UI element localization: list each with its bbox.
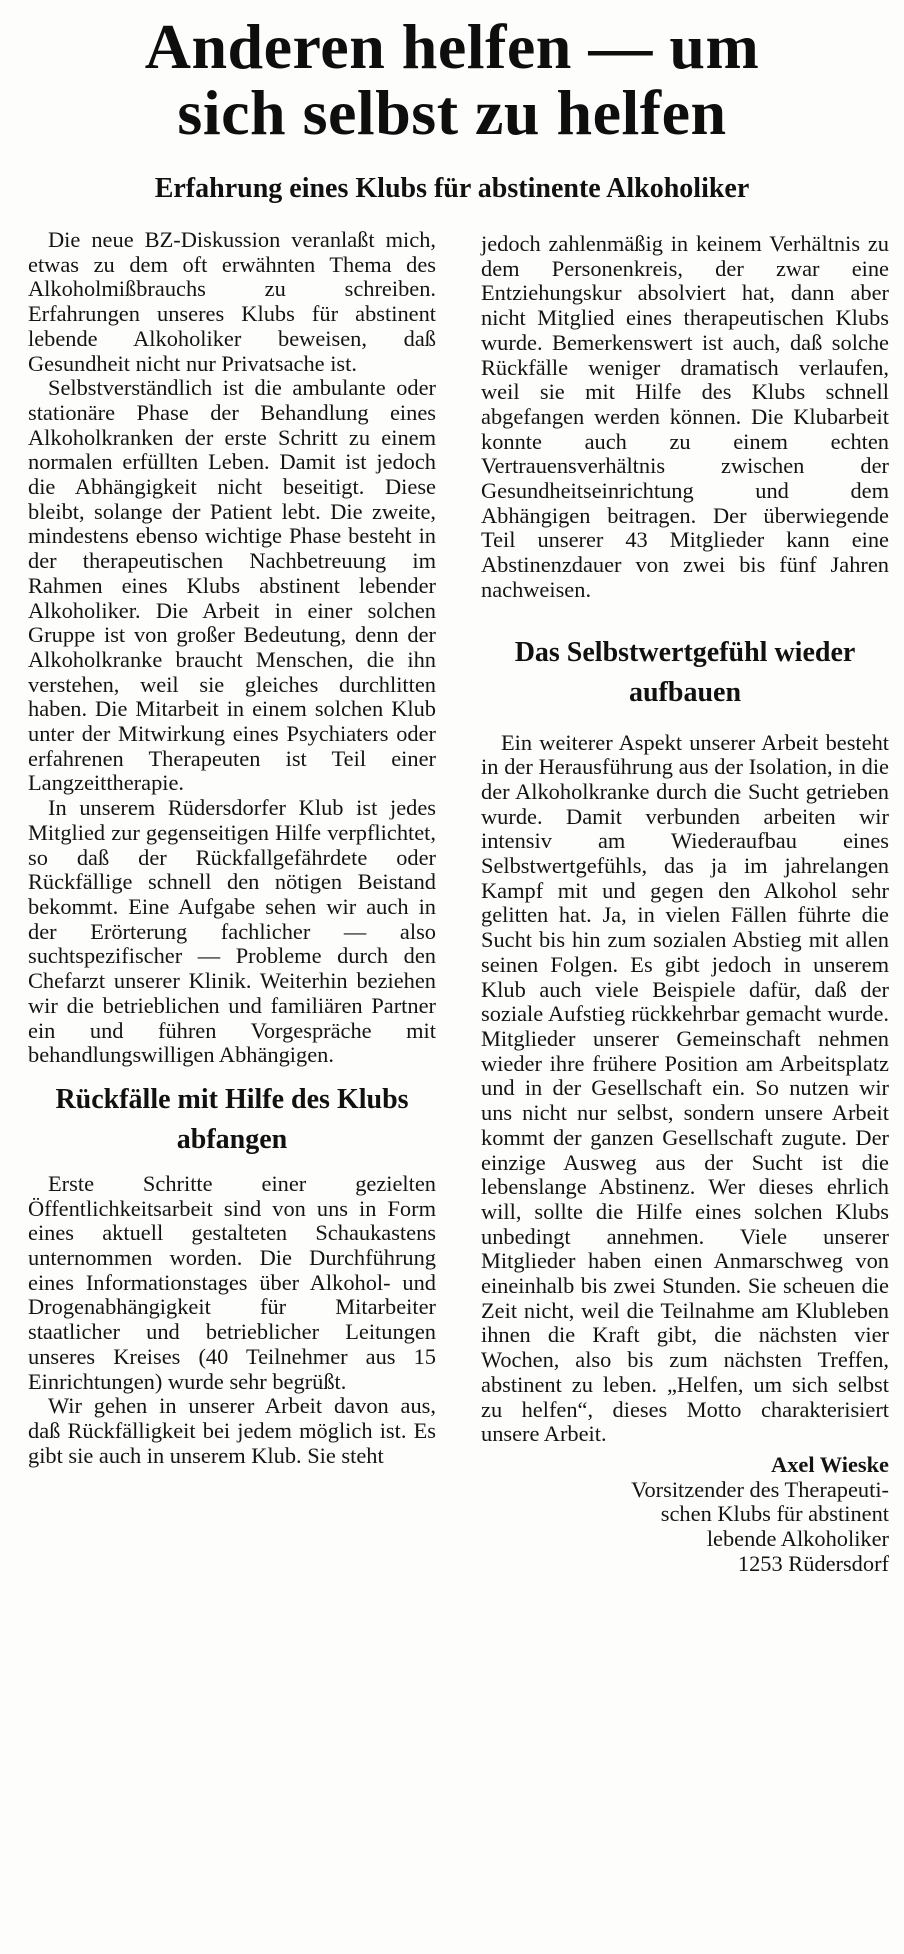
- paragraph-club: In unserem Rüdersdorfer Klub ist jedes Mitglied zur gegenseitigen Hilfe verpflichtet, so daß der Rückfallgefährdete oder Rückfällige schnell den nötigen Beistand bekommt. Eine Aufgabe sehen wir auch in der Erörterung fachlicher — also suchtspezifischer — Probleme durch den Chefarzt unserer Klinik. Weiterhin beziehen wir die betrieblichen und familiären Partner ein und führen Vorgespräche mit behandlungswilligen Abhängigen.: [28, 795, 436, 1068]
- section-heading-selfesteem: Das Selbstwertgefühl wieder aufbauen: [514, 636, 856, 708]
- author-role-line-2: schen Klubs für abstinent: [660, 1501, 889, 1527]
- author-location: 1253 Rüdersdorf: [737, 1550, 889, 1576]
- author-role-line-3: lebende Alkoholiker: [706, 1526, 889, 1552]
- signature-block: [481, 1453, 889, 1577]
- paragraph-isolation: Ein weiterer Aspekt unserer Arbeit besteht in der Herausführung aus der Isolation, in die der Alkoholkranke durch die Sucht getrieben wurde. Damit verbunden arbeiten wir intensiv am Wiederaufbau eines Selbstwertgefühls, das ja im jahrelangen Kampf mit und gegen den Alkohol sehr gelitten hat. Ja, in vielen Fällen führte die Sucht bis hin zum sozialen Abstieg mit allen seinen Folgen. Es gibt jedoch in unserem Klub auch viele Beispiele dafür, daß der soziale Aufstieg rückkehrbar gemacht wurde. Mitglieder unserer Gemeinschaft nehmen wieder ihre frühere Position am Arbeitsplatz und in der Gesellschaft ein. So nutzen wir uns nicht nur selbst, sondern unsere Arbeit kommt der ganzen Gesellschaft zugute. Der einzige Ausweg aus der Sucht ist die lebenslange Abstinenz. Wer dieses ehrlich will, sollte die Hilfe eines solchen Klubs unbedingt annehmen. Viele unserer Mitglieder haben einen Anmarschweg von eineinhalb bis zwei Stunden. Sie scheuen die Zeit nicht, weil die Teilnahme am Klubleben ihnen die Kraft gibt, die nächsten vier Wochen, also bis zum nächsten Treffen, abstinent zu leben. „Helfen, um sich selbst zu helfen“, dieses Motto charakterisiert unsere Arbeit.: [481, 729, 889, 1447]
- right-column: [481, 232, 889, 1576]
- paragraph-continuation: jedoch zahlenmäßig in keinem Verhältnis zu dem Personenkreis, der zwar eine Entziehungskur absolviert hat, dann aber nicht Mitglied eines therapeutischen Klubs wurde. Bemerkenswert ist auch, daß solche Rückfälle weniger dramatisch verlaufen, weil sie mit Hilfe des Klubs schnell abgefangen werden können. Die Klubarbeit konnte auch zu einem echten Vertrauensverhältnis zwischen der Gesundheitseinrichtung und dem Abhängigen beitragen. Der überwiegende Teil unserer 43 Mitglieder kann eine Abstinenzdauer von zwei bis fünf Jahren nachweisen.: [481, 231, 889, 602]
- author-role-line-1: Vorsitzender des Therapeuti-: [631, 1476, 889, 1502]
- section-heading-relapse: Rückfälle mit Hilfe des Klubs abfangen: [55, 1083, 409, 1155]
- paragraph-relapse: Wir gehen in unserer Arbeit davon aus, daß Rückfälligkeit bei jedem möglich ist. Es gibt sie auch in unserem Klub. Sie steht: [28, 1393, 436, 1468]
- left-column: [28, 228, 436, 1468]
- paragraph-intro: Die neue BZ-Diskussion veranlaßt mich, etwas zu dem oft erwähnten Thema des Alkoholmißbrauchs zu schreiben. Erfahrungen unseres Klubs für abstinent lebende Alkoholiker beweisen, daß Gesundheit nicht nur Privatsache ist.: [28, 227, 436, 376]
- author-name: Axel Wieske: [771, 1451, 889, 1477]
- headline: [0, 11, 904, 148]
- headline-line-2: sich selbst zu helfen: [177, 77, 727, 148]
- paragraph-publicity: Erste Schritte einer gezielten Öffentlichkeitsarbeit sind von uns in Form eines aktuell gestalteten Schaukastens unternommen worden. Die Durchführung eines Informationstages über Alkohol- und Drogenabhängigkeit für Mitarbeiter staatlicher und betrieblicher Leitungen unseres Kreises (40 Teilnehmer aus 15 Einrichtungen) wurde sehr begrüßt.: [28, 1170, 436, 1394]
- paragraph-treatment: Selbstverständlich ist die ambulante oder stationäre Phase der Behandlung eines Alkoholkranken der erste Schritt zu einem normalen erfüllten Leben. Damit ist jedoch die Abhängigkeit nicht beseitigt. Diese bleibt, solange der Patient lebt. Die zweite, mindestens ebenso wichtige Phase besteht in der therapeutischen Nachbetreuung im Rahmen eines Klubs abstinent lebender Alkoholiker. Die Arbeit in einer solchen Gruppe ist von großer Bedeutung, denn der Alkoholkranke braucht Menschen, die ihn verstehen, weil sie gleiches durchlitten haben. Die Mitarbeit in einem solchen Klub unter der Mitwirkung eines Psychiaters oder erfahrenen Therapeuten ist Teil einer Langzeittherapie.: [28, 375, 436, 796]
- headline-line-1: Anderen helfen — um: [144, 11, 760, 82]
- subheadline: Erfahrung eines Klubs für abstinente Alkoholiker: [154, 173, 750, 204]
